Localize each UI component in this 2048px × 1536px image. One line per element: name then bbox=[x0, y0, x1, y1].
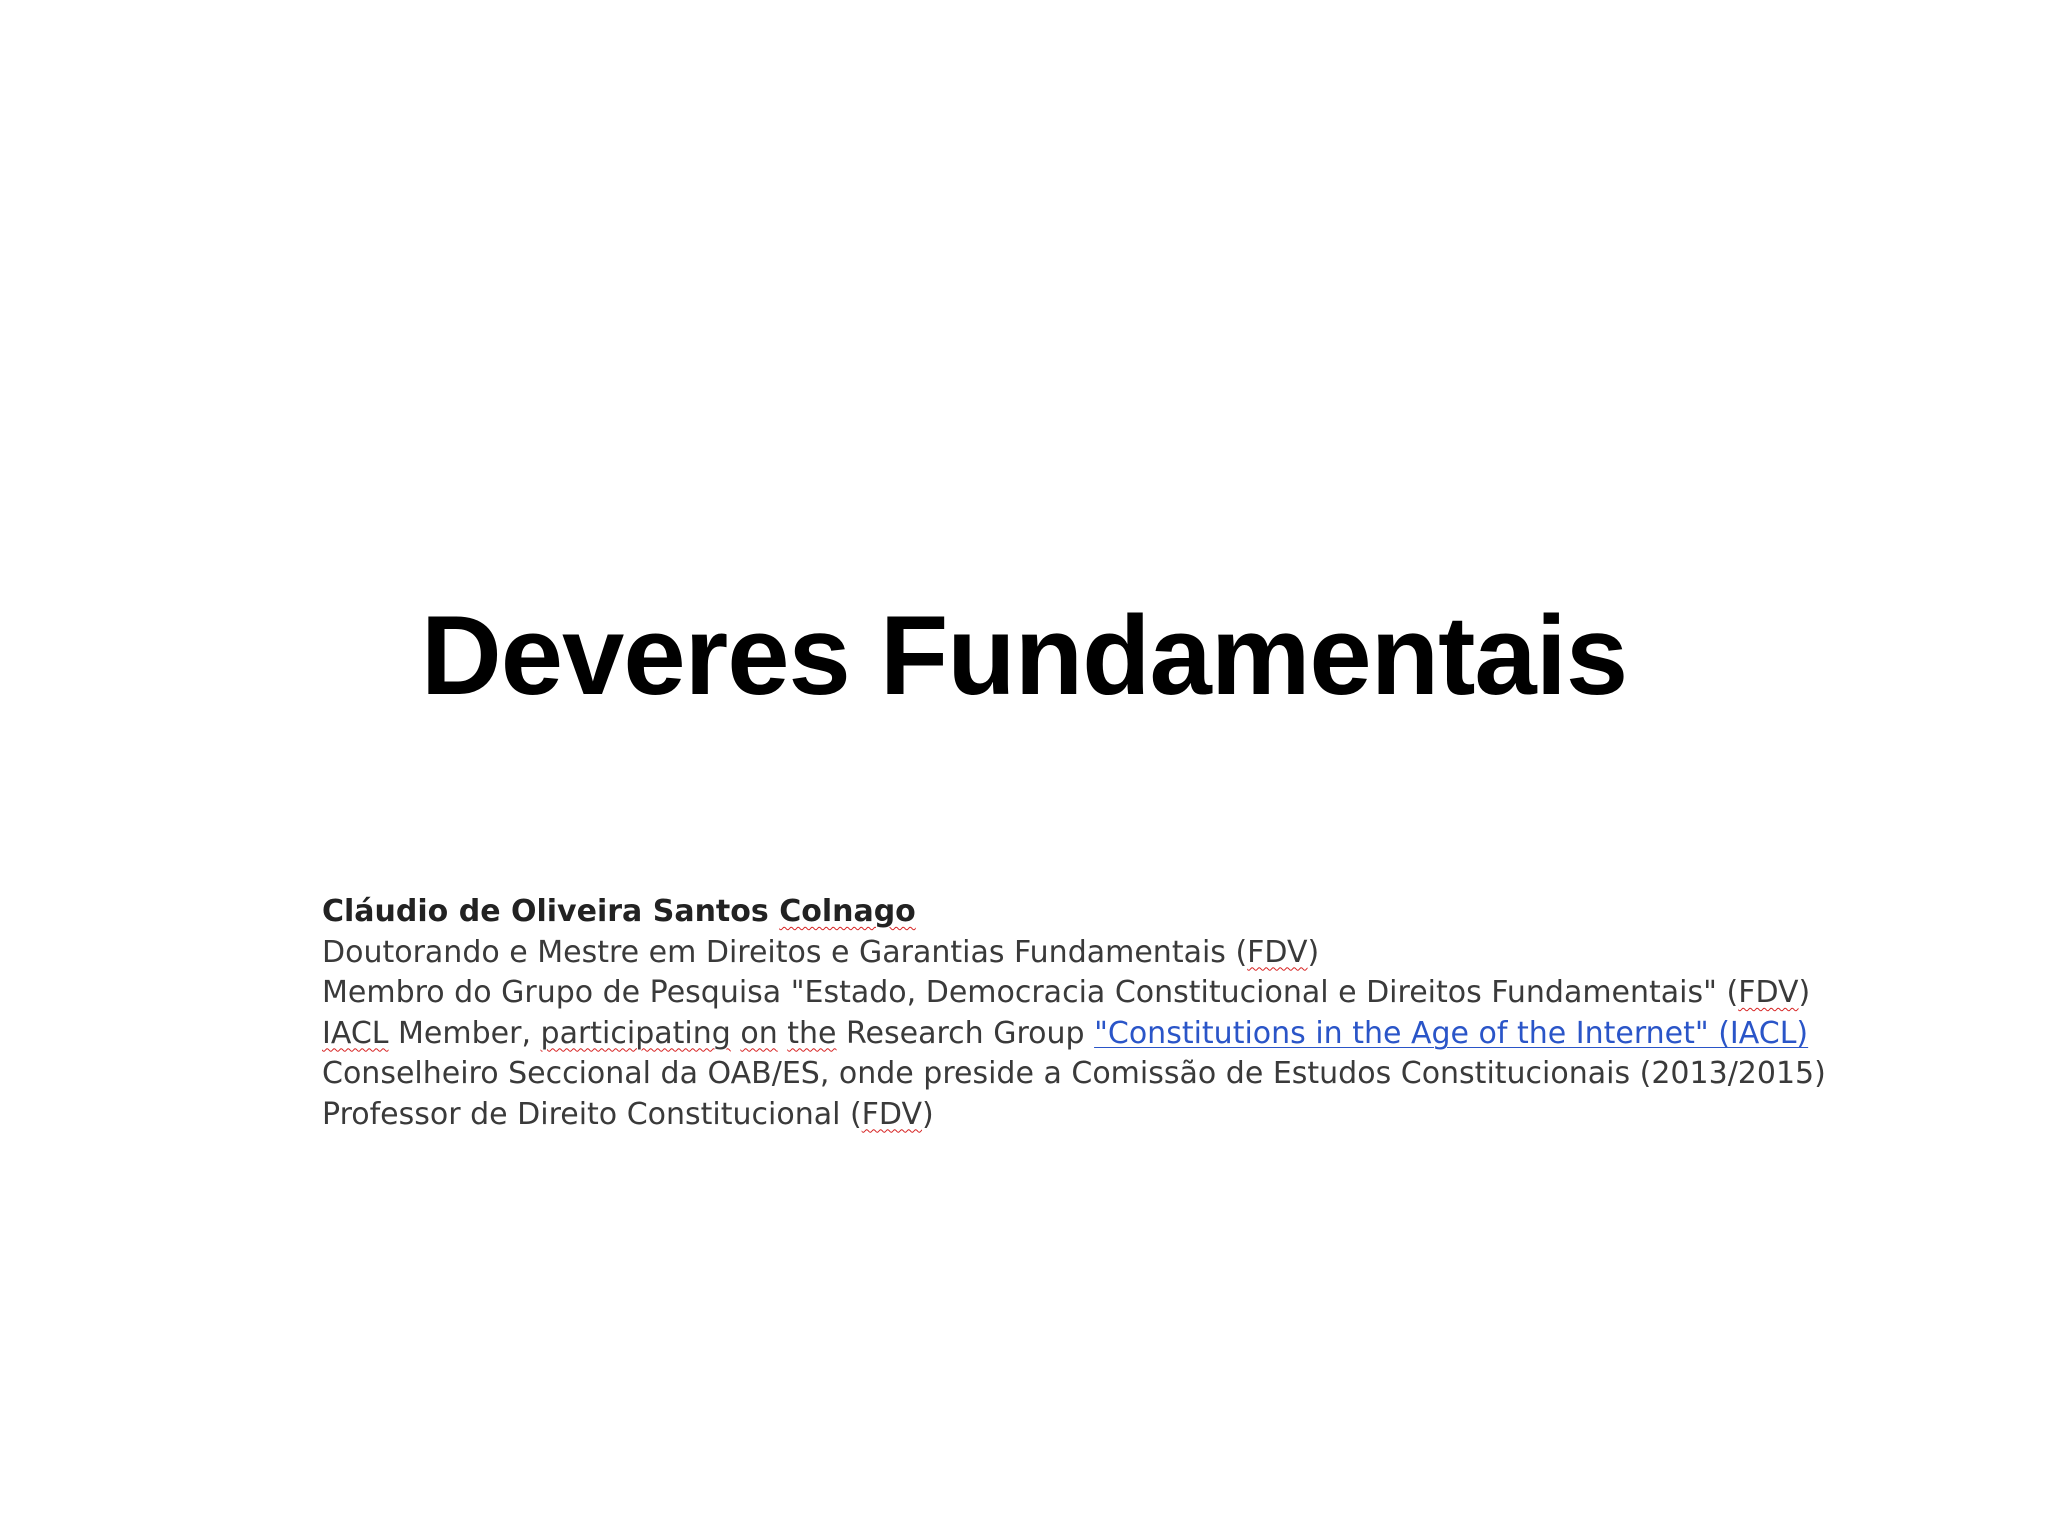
bio-text: ) bbox=[922, 1096, 934, 1132]
bio-text: Membro do Grupo de Pesquisa "Estado, Democracia Constitucional e Direitos Fundamentais" ( bbox=[322, 975, 1739, 1010]
author-bio bbox=[322, 892, 1826, 1135]
research-group-link[interactable]: "Constitutions in the Age of the Internet" (IACL) bbox=[1094, 1015, 1809, 1051]
author-name bbox=[322, 892, 1822, 933]
bio-abbr: FDV bbox=[861, 1096, 923, 1132]
author-name-first: Cláudio de Oliveira Santos bbox=[322, 894, 780, 929]
bio-abbr: FDV bbox=[1738, 975, 1799, 1010]
bio-text: Research Group bbox=[836, 1015, 1095, 1051]
bio-line-doctorate bbox=[322, 933, 1822, 974]
bio-line-iacl bbox=[322, 1014, 1822, 1055]
slide-title: Deveres Fundamentais bbox=[420, 593, 1628, 718]
bio-text: participating bbox=[540, 1015, 731, 1051]
bio-abbr: FDV bbox=[1247, 934, 1308, 970]
bio-text: Professor de Direito Constitucional ( bbox=[322, 1096, 862, 1132]
bio-abbr: IACL bbox=[322, 1015, 389, 1051]
bio-line-professor bbox=[322, 1095, 1822, 1136]
bio-line-oab: Conselheiro Seccional da OAB/ES, onde preside a Comissão de Estudos Constitucionais (2013/2015) bbox=[322, 1056, 1826, 1091]
bio-text bbox=[778, 1016, 788, 1051]
bio-text: Member, bbox=[388, 1015, 541, 1051]
bio-text: on bbox=[740, 1015, 778, 1051]
bio-text: ) bbox=[1307, 934, 1320, 970]
bio-text: Doutorando e Mestre em Direitos e Garantias Fundamentais ( bbox=[322, 934, 1248, 970]
bio-text: the bbox=[787, 1015, 837, 1051]
author-name-last: Colnago bbox=[779, 894, 916, 929]
bio-line-research-group bbox=[322, 973, 1822, 1014]
bio-text bbox=[731, 1016, 741, 1051]
bio-text: ) bbox=[1798, 975, 1811, 1010]
